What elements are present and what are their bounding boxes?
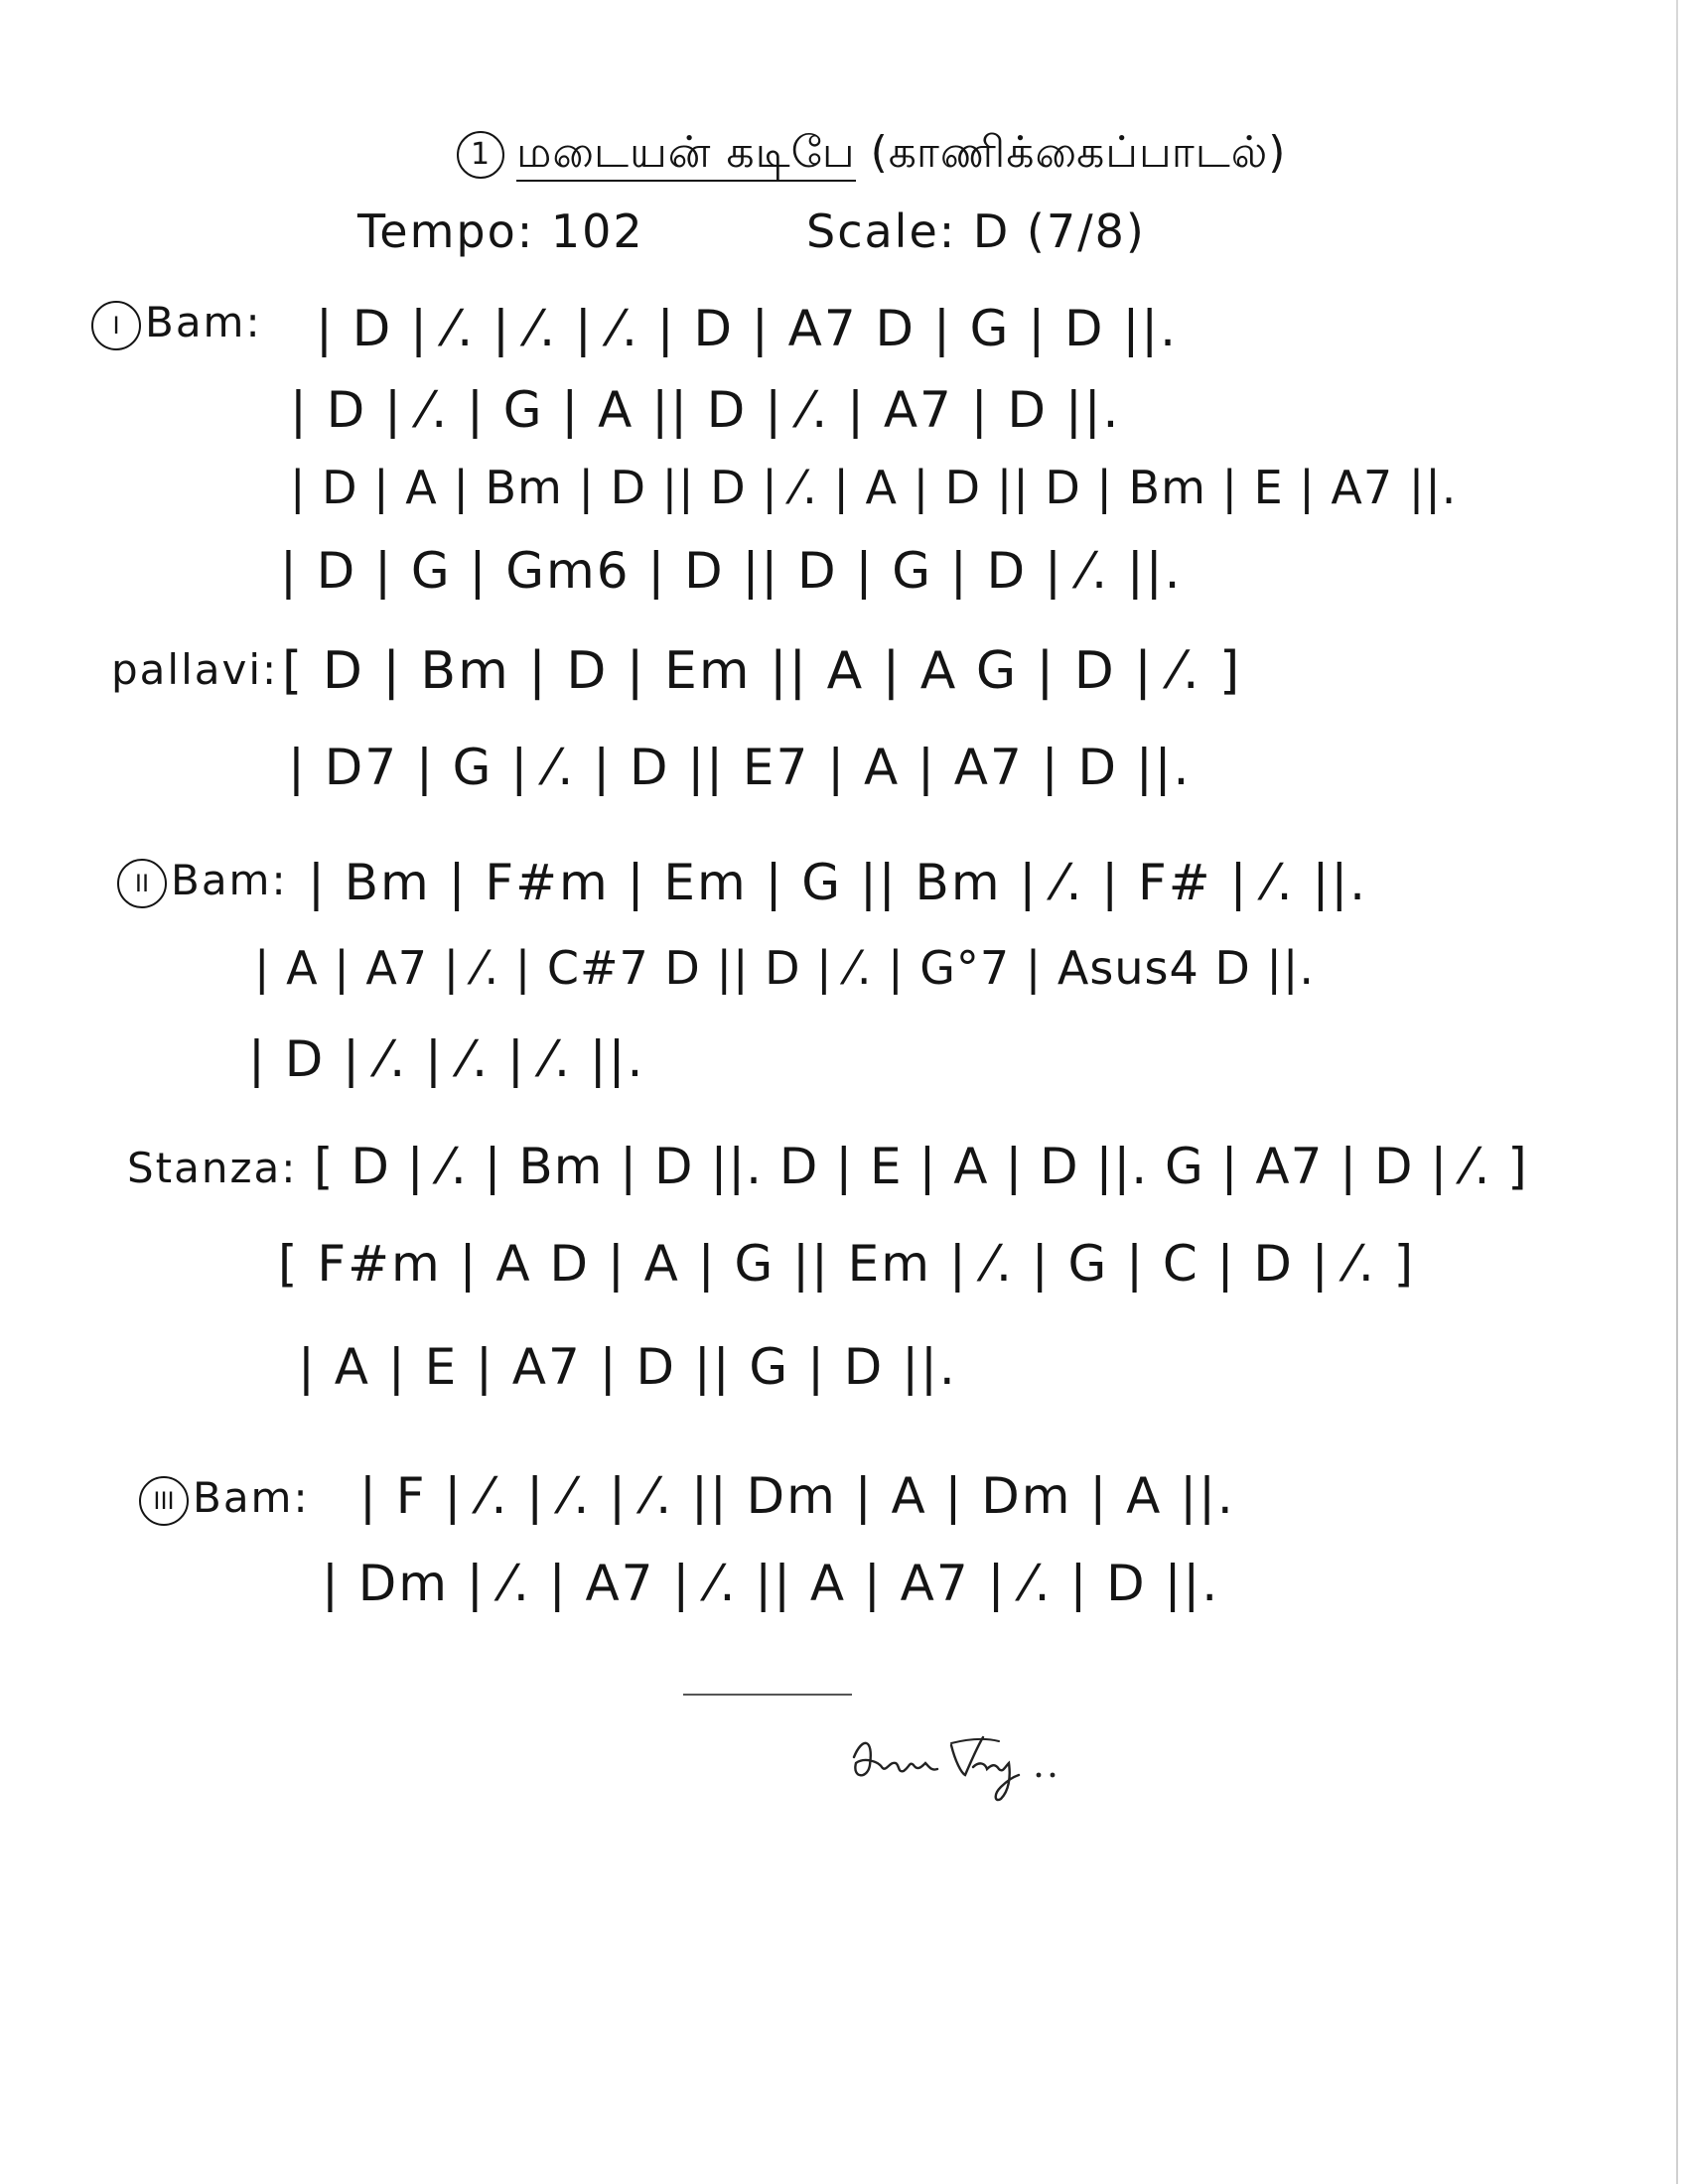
song-number: 1	[457, 131, 504, 179]
interlude-1-marker: I	[91, 301, 141, 350]
interlude-2-line-2: | A | A7 | ⁄. | C#7 D || D | ⁄. | G°7 | Asus4 D ||.	[254, 941, 1316, 995]
signature-divider	[683, 1694, 852, 1696]
stanza-line-3: | A | E | A7 | D || G | D ||.	[298, 1338, 957, 1396]
stanza-label: Stanza:	[127, 1144, 298, 1192]
stanza-line-2: [ F#m | A D | A | G || Em | ⁄. | G | C | D | ⁄. ]	[278, 1235, 1416, 1293]
song-title	[457, 127, 1286, 184]
interlude-1-label	[91, 298, 262, 350]
interlude-1-line-2: | D | ⁄. | G | A || D | ⁄. | A7 | D ||.	[290, 381, 1121, 439]
pallavi-line-2: | D7 | G | ⁄. | D || E7 | A | A7 | D ||.	[288, 739, 1192, 796]
interlude-2-line-3: | D | ⁄. | ⁄. | ⁄. ||.	[248, 1030, 645, 1088]
signature	[844, 1717, 1142, 1807]
interlude-3-label-text: Bam:	[193, 1473, 310, 1522]
scale: Scale: D (7/8)	[806, 205, 1146, 258]
pallavi-line-1: [ D | Bm | D | Em || A | A G | D | ⁄. ]	[282, 641, 1242, 701]
song-name: மடையன் கடிபே	[516, 127, 856, 182]
interlude-1-line-1: | D | ⁄. | ⁄. | ⁄. | D | A7 D | G | D ||.	[316, 300, 1179, 357]
interlude-2-label-text: Bam:	[171, 856, 288, 904]
interlude-1-line-4: | D | G | Gm6 | D || D | G | D | ⁄. ||.	[280, 542, 1183, 600]
stanza-line-1: [ D | ⁄. | Bm | D ||. D | E | A | D ||. G | A7 | D | ⁄. ]	[314, 1138, 1528, 1195]
interlude-3-label	[139, 1473, 310, 1526]
interlude-3-marker: III	[139, 1476, 189, 1526]
tempo: Tempo: 102	[357, 205, 644, 258]
interlude-3-line-2: | Dm | ⁄. | A7 | ⁄. || A | A7 | ⁄. | D ||.	[322, 1555, 1220, 1612]
pallavi-label: pallavi:	[111, 645, 279, 694]
song-subtitle: (காணிக்கைப்பாடல்)	[870, 127, 1287, 178]
interlude-1-line-3: | D | A | Bm | D || D | ⁄. | A | D || D | Bm | E | A7 ||.	[290, 461, 1458, 514]
interlude-2-marker: II	[117, 859, 167, 908]
scan-edge	[1676, 0, 1678, 2184]
interlude-2-line-1: | Bm | F#m | Em | G || Bm | ⁄. | F# | ⁄. ||.	[308, 854, 1368, 911]
interlude-1-label-text: Bam:	[145, 298, 262, 346]
interlude-2-label	[117, 856, 288, 908]
interlude-3-line-1: | F | ⁄. | ⁄. | ⁄. || Dm | A | Dm | A ||.	[359, 1467, 1235, 1525]
